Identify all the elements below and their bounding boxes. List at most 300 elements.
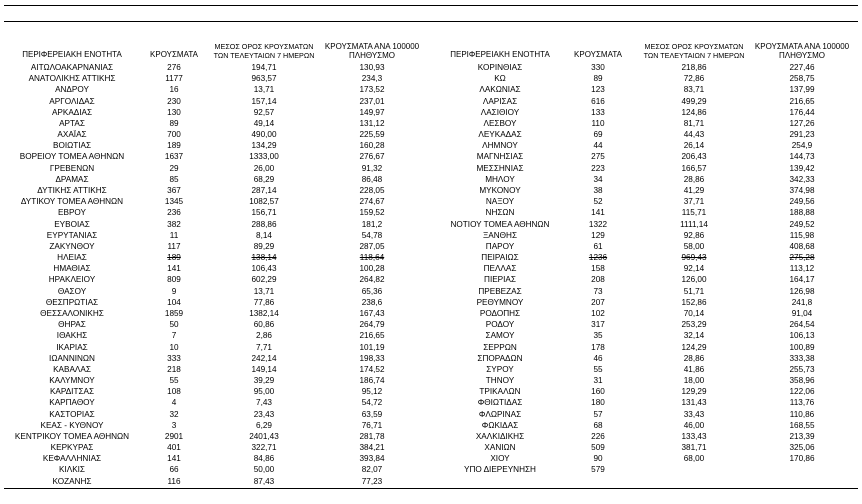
right-region-cell: ΞΑΝΘΗΣ: [482, 230, 518, 240]
left-cases-cell: 104: [167, 297, 181, 307]
left-per100k-cell: 174,52: [359, 364, 385, 374]
right-per100k-cell: 249,52: [789, 219, 815, 229]
left-region-cell: ΒΟΡΕΙΟΥ ΤΟΜΕΑ ΑΘΗΝΩΝ: [19, 152, 125, 162]
left-avg-cell: 138,14: [251, 253, 277, 263]
left-cases-cell: 276: [167, 63, 181, 72]
table-row: [0, 476, 862, 487]
left-avg-cell: 106,43: [251, 264, 277, 274]
right-cases-cell: 208: [591, 275, 605, 285]
right-cases-cell: 46: [593, 353, 603, 363]
left-cases-cell: 3: [171, 420, 177, 430]
table-row: [0, 129, 862, 140]
left-avg-cell: 50,00: [253, 465, 275, 475]
right-region-cell: ΛΑΚΩΝΙΑΣ: [479, 85, 521, 95]
left-cases-cell: 2901: [164, 431, 184, 441]
right-region-cell: ΜΑΓΝΗΣΙΑΣ: [476, 152, 524, 162]
left-per100k-cell: 131,12: [359, 118, 385, 128]
left-region-cell: ΚΟΖΑΝΗΣ: [52, 476, 92, 486]
right-cases-cell: 158: [591, 264, 605, 274]
left-per100k-cell: 274,67: [359, 197, 385, 207]
header-per100k-right: [748, 42, 856, 60]
left-region-cell: ΙΚΑΡΙΑΣ: [56, 342, 88, 352]
right-per100k-cell: 110,86: [789, 409, 815, 419]
left-cases-cell: 116: [167, 476, 181, 486]
table-row: [0, 397, 862, 408]
header-per100k-left-line1: ΚΡΟΥΣΜΑΤΑ ΑΝΑ 100000: [324, 42, 420, 51]
right-avg-cell: 26,14: [683, 141, 705, 151]
right-avg-cell: 131,43: [681, 398, 707, 408]
right-per100k-cell: 249,56: [789, 197, 815, 207]
table-row: [0, 163, 862, 174]
left-avg-cell: 322,71: [251, 443, 277, 453]
left-cases-cell: 108: [167, 387, 181, 397]
left-per100k-cell: 77,23: [361, 476, 383, 486]
right-per100k-cell: 126,98: [789, 286, 815, 296]
right-avg-cell: 70,14: [683, 308, 705, 318]
left-per100k-cell: 281,78: [359, 431, 385, 441]
right-per100k-cell: 358,96: [789, 376, 815, 386]
right-per100k-cell: 144,73: [789, 152, 815, 162]
left-avg-cell: 156,71: [251, 208, 277, 218]
right-region-cell: ΡΕΘΥΜΝΟΥ: [476, 297, 524, 307]
left-cases-cell: 32: [169, 409, 179, 419]
right-cases-cell: 226: [591, 431, 605, 441]
right-avg-cell: 41,86: [683, 364, 705, 374]
right-per100k-cell: 91,04: [791, 308, 813, 318]
right-avg-cell: 253,29: [681, 320, 707, 330]
right-region-cell: ΜΥΚΟΝΟΥ: [479, 185, 521, 195]
right-per100k-cell: 216,65: [789, 96, 815, 106]
right-per100k-cell: 188,88: [789, 208, 815, 218]
right-region-cell: ΚΩ: [494, 74, 506, 84]
right-cases-cell: 123: [591, 85, 605, 95]
left-avg-cell: 2401,43: [249, 431, 279, 441]
table-row: [0, 263, 862, 274]
left-per100k-cell: 198,33: [359, 353, 385, 363]
table-row: [0, 342, 862, 353]
right-cases-cell: 69: [593, 130, 603, 140]
right-avg-cell: 32,14: [683, 331, 705, 341]
table-row: [0, 442, 862, 453]
right-avg-cell: 129,29: [681, 387, 707, 397]
table-row: [0, 62, 862, 73]
left-cases-cell: 7: [171, 331, 177, 341]
left-cases-cell: 809: [167, 275, 181, 285]
right-cases-cell: 180: [591, 398, 605, 408]
table-row: [0, 174, 862, 185]
right-region-cell: ΦΛΩΡΙΝΑΣ: [478, 409, 522, 419]
right-per100k-cell: 122,06: [789, 387, 815, 397]
left-region-cell: ΚΑΛΥΜΝΟΥ: [49, 376, 95, 386]
left-cases-cell: 367: [167, 185, 181, 195]
left-per100k-cell: 264,79: [359, 320, 385, 330]
left-per100k-cell: 118,64: [359, 253, 385, 263]
table-row: [0, 353, 862, 364]
right-per100k-cell: 168,55: [789, 420, 815, 430]
right-cases-cell: 1236: [588, 253, 608, 263]
right-per100k-cell: 113,12: [789, 264, 815, 274]
right-avg-cell: 33,43: [683, 409, 705, 419]
right-per100k-cell: 258,75: [789, 74, 815, 84]
left-cases-cell: 66: [169, 465, 179, 475]
table-row: [0, 107, 862, 118]
header-region-right: ΠΕΡΙΦΕΡΕΙΑΚΗ ΕΝΟΤΗΤΑ: [450, 50, 550, 59]
right-avg-cell: 124,86: [681, 107, 707, 117]
header-avg-left-line1: ΜΕΣΟΣ ΟΡΟΣ ΚΡΟΥΣΜΑΤΩΝ: [214, 42, 314, 51]
right-region-cell: ΜΗΛΟΥ: [485, 174, 515, 184]
left-avg-cell: 1333,00: [249, 152, 279, 162]
right-avg-cell: 51,71: [683, 286, 705, 296]
left-per100k-cell: 384,21: [359, 443, 385, 453]
left-per100k-cell: 82,07: [361, 465, 383, 475]
right-cases-cell: 35: [593, 331, 603, 341]
table-row: [0, 185, 862, 196]
left-per100k-cell: 63,59: [361, 409, 383, 419]
table-row: [0, 151, 862, 162]
right-avg-cell: 28,86: [683, 174, 705, 184]
left-avg-cell: 602,29: [251, 275, 277, 285]
right-region-cell: ΠΙΕΡΙΑΣ: [484, 275, 516, 285]
right-avg-cell: 499,29: [681, 96, 707, 106]
right-per100k-cell: 176,44: [789, 107, 815, 117]
left-avg-cell: 95,00: [253, 387, 275, 397]
right-cases-cell: 223: [591, 163, 605, 173]
left-cases-cell: 1637: [164, 152, 184, 162]
right-cases-cell: 61: [593, 241, 603, 251]
right-avg-cell: 44,43: [683, 130, 705, 140]
left-avg-cell: 13,71: [253, 286, 275, 296]
right-cases-cell: 616: [591, 96, 605, 106]
left-avg-cell: 490,00: [251, 130, 277, 140]
header-avg-right-line2: ΤΩΝ ΤΕΛΕΥΤΑΙΩΝ 7 ΗΜΕΡΩΝ: [643, 51, 745, 60]
header-region-left: ΠΕΡΙΦΕΡΕΙΑΚΗ ΕΝΟΤΗΤΑ: [22, 50, 122, 59]
right-cases-cell: 38: [593, 185, 603, 195]
right-region-cell: ΥΠΟ ΔΙΕΡΕΥΝΗΣΗ: [464, 465, 536, 475]
left-cases-cell: 11: [169, 230, 179, 240]
left-region-cell: ΚΕΑΣ - ΚΥΘΝΟΥ: [40, 420, 104, 430]
header-per100k-right-line1: ΚΡΟΥΣΜΑΤΑ ΑΝΑ 100000: [754, 42, 850, 51]
left-region-cell: ΘΕΣΠΡΩΤΙΑΣ: [45, 297, 99, 307]
right-region-cell: ΝΟΤΙΟΥ ΤΟΜΕΑ ΑΘΗΝΩΝ: [450, 219, 550, 229]
left-cases-cell: 141: [167, 264, 181, 274]
right-avg-cell: 83,71: [683, 85, 705, 95]
right-cases-cell: 141: [591, 208, 605, 218]
left-region-cell: ΘΑΣΟΥ: [57, 286, 87, 296]
left-region-cell: ΔΥΤΙΚΗΣ ΑΤΤΙΚΗΣ: [37, 185, 107, 195]
right-per100k-cell: 254,9: [791, 141, 813, 151]
left-avg-cell: 87,43: [253, 476, 275, 486]
left-per100k-cell: 54,72: [361, 398, 383, 408]
left-avg-cell: 8,14: [256, 230, 272, 240]
right-cases-cell: 579: [591, 465, 605, 475]
right-avg-cell: 72,86: [683, 74, 705, 84]
left-avg-cell: 68,29: [253, 174, 275, 184]
left-cases-cell: 333: [167, 353, 181, 363]
left-per100k-cell: 54,78: [361, 230, 383, 240]
left-per100k-cell: 393,84: [359, 454, 385, 464]
table-row: [0, 274, 862, 285]
right-per100k-cell: 170,86: [789, 454, 815, 464]
left-region-cell: ΚΑΒΑΛΑΣ: [53, 364, 91, 374]
left-cases-cell: 10: [169, 342, 179, 352]
right-avg-cell: 152,86: [681, 297, 707, 307]
header-avg-left-line2: ΤΩΝ ΤΕΛΕΥΤΑΙΩΝ 7 ΗΜΕΡΩΝ: [213, 51, 315, 60]
left-region-cell: ΒΟΙΩΤΙΑΣ: [52, 141, 92, 151]
left-cases-cell: 9: [171, 286, 177, 296]
header-rule: [4, 21, 858, 22]
left-region-cell: ΘΕΣΣΑΛΟΝΙΚΗΣ: [40, 308, 104, 318]
left-region-cell: ΑΡΓΟΛΙΔΑΣ: [49, 96, 95, 106]
right-region-cell: ΡΟΔΟΠΗΣ: [479, 308, 521, 318]
header-per100k-left-line2: ΠΛΗΘΥΣΜΟ: [348, 51, 396, 60]
right-region-cell: ΣΕΡΡΩΝ: [483, 342, 517, 352]
table-row: [0, 364, 862, 375]
right-region-cell: ΛΕΣΒΟΥ: [483, 118, 517, 128]
left-avg-cell: 13,71: [253, 85, 275, 95]
right-avg-cell: 68,00: [683, 454, 705, 464]
left-avg-cell: 6,29: [256, 420, 272, 430]
right-avg-cell: 166,57: [681, 163, 707, 173]
right-cases-cell: 73: [593, 286, 603, 296]
right-avg-cell: 124,29: [681, 342, 707, 352]
right-region-cell: ΠΡΕΒΕΖΑΣ: [478, 286, 522, 296]
bottom-rule: [4, 488, 858, 489]
left-cases-cell: 700: [167, 130, 181, 140]
left-per100k-cell: 173,52: [359, 85, 385, 95]
right-per100k-cell: 291,23: [789, 130, 815, 140]
table-row: [0, 96, 862, 107]
right-region-cell: ΛΑΡΙΣΑΣ: [482, 96, 518, 106]
left-cases-cell: 189: [167, 141, 181, 151]
right-avg-cell: 1111,14: [680, 219, 708, 229]
table-row: [0, 241, 862, 252]
right-avg-cell: 206,43: [681, 152, 707, 162]
left-region-cell: ΗΡΑΚΛΕΙΟΥ: [48, 275, 96, 285]
left-avg-cell: 89,29: [253, 241, 275, 251]
left-avg-cell: 1382,14: [249, 308, 279, 318]
right-region-cell: ΠΕΙΡΑΙΩΣ: [481, 253, 519, 263]
left-avg-cell: 84,86: [253, 454, 275, 464]
right-region-cell: ΝΗΣΩΝ: [485, 208, 515, 218]
left-avg-cell: 194,71: [251, 63, 277, 72]
right-cases-cell: 275: [591, 152, 605, 162]
right-region-cell: ΧΙΟΥ: [490, 454, 510, 464]
right-avg-cell: 92,14: [683, 264, 705, 274]
right-avg-cell: 126,00: [681, 275, 707, 285]
right-cases-cell: 1322: [588, 219, 608, 229]
left-avg-cell: 2,86: [256, 331, 272, 341]
left-cases-cell: 85: [169, 174, 179, 184]
left-region-cell: ΚΑΣΤΟΡΙΑΣ: [49, 409, 95, 419]
right-avg-cell: 969,43: [681, 253, 707, 263]
left-cases-cell: 89: [169, 118, 179, 128]
right-cases-cell: 330: [591, 63, 605, 72]
right-avg-cell: 115,71: [681, 208, 707, 218]
left-avg-cell: 1082,57: [249, 197, 279, 207]
right-region-cell: ΛΑΣΙΘΙΟΥ: [480, 107, 520, 117]
table-row: [0, 464, 862, 475]
left-per100k-cell: 238,6: [361, 297, 383, 307]
table-row: [0, 286, 862, 297]
table-row: [0, 219, 862, 230]
left-cases-cell: 55: [169, 376, 179, 386]
left-region-cell: ΕΥΒΟΙΑΣ: [54, 219, 90, 229]
left-per100k-cell: 225,59: [359, 130, 385, 140]
right-avg-cell: 133,43: [681, 431, 707, 441]
right-cases-cell: 133: [591, 107, 605, 117]
right-region-cell: ΣΥΡΟΥ: [486, 364, 514, 374]
left-avg-cell: 39,29: [253, 376, 275, 386]
header-cases-right: ΚΡΟΥΣΜΑΤΑ: [574, 50, 622, 59]
right-cases-cell: 160: [591, 387, 605, 397]
table-row: [0, 330, 862, 341]
left-region-cell: ΙΘΑΚΗΣ: [56, 331, 88, 341]
right-cases-cell: 89: [593, 74, 603, 84]
header-cases-left: ΚΡΟΥΣΜΑΤΑ: [150, 50, 198, 59]
right-region-cell: ΡΟΔΟΥ: [485, 320, 515, 330]
left-region-cell: ΑΧΑΪΑΣ: [57, 130, 87, 140]
right-region-cell: ΤΡΙΚΑΛΩΝ: [479, 387, 521, 397]
right-per100k-cell: 213,39: [789, 431, 815, 441]
header-per100k-right-line2: ΠΛΗΘΥΣΜΟ: [778, 51, 826, 60]
right-per100k-cell: 333,38: [789, 353, 815, 363]
right-per100k-cell: 113,76: [789, 398, 815, 408]
right-region-cell: ΧΑΛΚΙΔΙΚΗΣ: [475, 431, 525, 441]
right-cases-cell: 110: [591, 118, 605, 128]
left-region-cell: ΚΕΡΚΥΡΑΣ: [50, 443, 94, 453]
right-avg-cell: 381,71: [681, 443, 707, 453]
right-per100k-cell: 137,99: [789, 85, 815, 95]
right-region-cell: ΣΠΟΡΑΔΩΝ: [477, 353, 523, 363]
left-cases-cell: 218: [167, 364, 181, 374]
right-avg-cell: 92,86: [683, 230, 705, 240]
right-cases-cell: 102: [591, 308, 605, 318]
left-region-cell: ΔΡΑΜΑΣ: [55, 174, 89, 184]
right-per100k-cell: 127,26: [789, 118, 815, 128]
left-region-cell: ΘΗΡΑΣ: [58, 320, 86, 330]
left-cases-cell: 29: [169, 163, 179, 173]
left-per100k-cell: 76,71: [361, 420, 383, 430]
right-per100k-cell: 115,98: [789, 230, 815, 240]
left-region-cell: ΕΥΡΥΤΑΝΙΑΣ: [46, 230, 98, 240]
right-avg-cell: 218,86: [681, 63, 707, 72]
left-per100k-cell: 167,43: [359, 308, 385, 318]
right-avg-cell: 37,71: [683, 197, 705, 207]
left-per100k-cell: 287,05: [359, 241, 385, 251]
left-avg-cell: 134,29: [251, 141, 277, 151]
table-row: [0, 319, 862, 330]
right-region-cell: ΦΩΚΙΔΑΣ: [481, 420, 519, 430]
left-cases-cell: 401: [167, 443, 181, 453]
right-per100k-cell: 408,68: [789, 241, 815, 251]
left-per100k-cell: 95,12: [361, 387, 383, 397]
left-per100k-cell: 149,97: [359, 107, 385, 117]
left-per100k-cell: 216,65: [359, 331, 385, 341]
left-avg-cell: 157,14: [251, 96, 277, 106]
left-cases-cell: 4: [171, 398, 177, 408]
left-region-cell: ΚΑΡΔΙΤΣΑΣ: [49, 387, 95, 397]
right-per100k-cell: 342,33: [789, 174, 815, 184]
table-row: [0, 297, 862, 308]
left-avg-cell: 7,71: [256, 342, 272, 352]
right-per100k-cell: 164,17: [789, 275, 815, 285]
right-per100k-cell: 227,46: [789, 63, 815, 72]
right-region-cell: ΛΕΥΚΑΔΑΣ: [478, 130, 522, 140]
right-per100k-cell: 264,54: [789, 320, 815, 330]
header-avg-right-line1: ΜΕΣΟΣ ΟΡΟΣ ΚΡΟΥΣΜΑΤΩΝ: [644, 42, 744, 51]
left-region-cell: ΑΡΚΑΔΙΑΣ: [51, 107, 93, 117]
right-avg-cell: 81,71: [683, 118, 705, 128]
left-cases-cell: 382: [167, 219, 181, 229]
left-per100k-cell: 65,36: [361, 286, 383, 296]
left-region-cell: ΚΑΡΠΑΘΟΥ: [49, 398, 95, 408]
left-region-cell: ΑΝΔΡΟΥ: [55, 85, 89, 95]
table-row: [0, 252, 862, 263]
right-cases-cell: 129: [591, 230, 605, 240]
left-region-cell: ΚΕΦΑΛΛΗΝΙΑΣ: [42, 454, 102, 464]
right-cases-cell: 57: [593, 409, 603, 419]
left-region-cell: ΗΜΑΘΙΑΣ: [53, 264, 91, 274]
right-region-cell: ΜΕΣΣΗΝΙΑΣ: [476, 163, 524, 173]
left-per100k-cell: 228,05: [359, 185, 385, 195]
header-per100k-left: [318, 42, 426, 60]
left-per100k-cell: 160,28: [359, 141, 385, 151]
left-cases-cell: 1345: [164, 197, 184, 207]
left-cases-cell: 16: [169, 85, 179, 95]
left-per100k-cell: 159,52: [359, 208, 385, 218]
left-avg-cell: 77,86: [253, 297, 275, 307]
left-per100k-cell: 100,28: [359, 264, 385, 274]
right-per100k-cell: 139,42: [789, 163, 815, 173]
table-row: [0, 386, 862, 397]
left-cases-cell: 230: [167, 96, 181, 106]
right-avg-cell: 58,00: [683, 241, 705, 251]
table-row: [0, 196, 862, 207]
right-avg-cell: 46,00: [683, 420, 705, 430]
left-region-cell: ΚΙΛΚΙΣ: [58, 465, 85, 475]
left-avg-cell: 23,43: [253, 409, 275, 419]
right-region-cell: ΚΟΡΙΝΘΙΑΣ: [477, 63, 523, 72]
left-region-cell: ΔΥΤΙΚΟΥ ΤΟΜΕΑ ΑΘΗΝΩΝ: [20, 197, 124, 207]
table-row: [0, 375, 862, 386]
right-region-cell: ΠΕΛΛΑΣ: [483, 264, 517, 274]
right-cases-cell: 34: [593, 174, 603, 184]
right-cases-cell: 90: [593, 454, 603, 464]
left-avg-cell: 60,86: [253, 320, 275, 330]
right-region-cell: ΠΑΡΟΥ: [485, 241, 515, 251]
left-region-cell: ΓΡΕΒΕΝΩΝ: [49, 163, 95, 173]
right-cases-cell: 44: [593, 141, 603, 151]
right-region-cell: ΤΗΝΟΥ: [485, 376, 515, 386]
left-per100k-cell: 237,01: [359, 96, 385, 106]
left-cases-cell: 1177: [165, 74, 183, 84]
right-cases-cell: 52: [593, 197, 603, 207]
left-region-cell: ΖΑΚΥΝΘΟΥ: [49, 241, 95, 251]
table-row: [0, 453, 862, 464]
left-per100k-cell: 181,2: [361, 219, 383, 229]
right-region-cell: ΛΗΜΝΟΥ: [482, 141, 518, 151]
left-region-cell: ΗΛΕΙΑΣ: [57, 253, 87, 263]
right-cases-cell: 207: [591, 297, 605, 307]
right-region-cell: ΣΑΜΟΥ: [485, 331, 515, 341]
left-cases-cell: 141: [167, 454, 181, 464]
left-cases-cell: 189: [167, 253, 181, 263]
top-rule: [4, 5, 858, 6]
right-per100k-cell: 325,06: [789, 443, 815, 453]
table-row: [0, 420, 862, 431]
right-per100k-cell: 106,13: [789, 331, 815, 341]
right-per100k-cell: 374,98: [789, 185, 815, 195]
